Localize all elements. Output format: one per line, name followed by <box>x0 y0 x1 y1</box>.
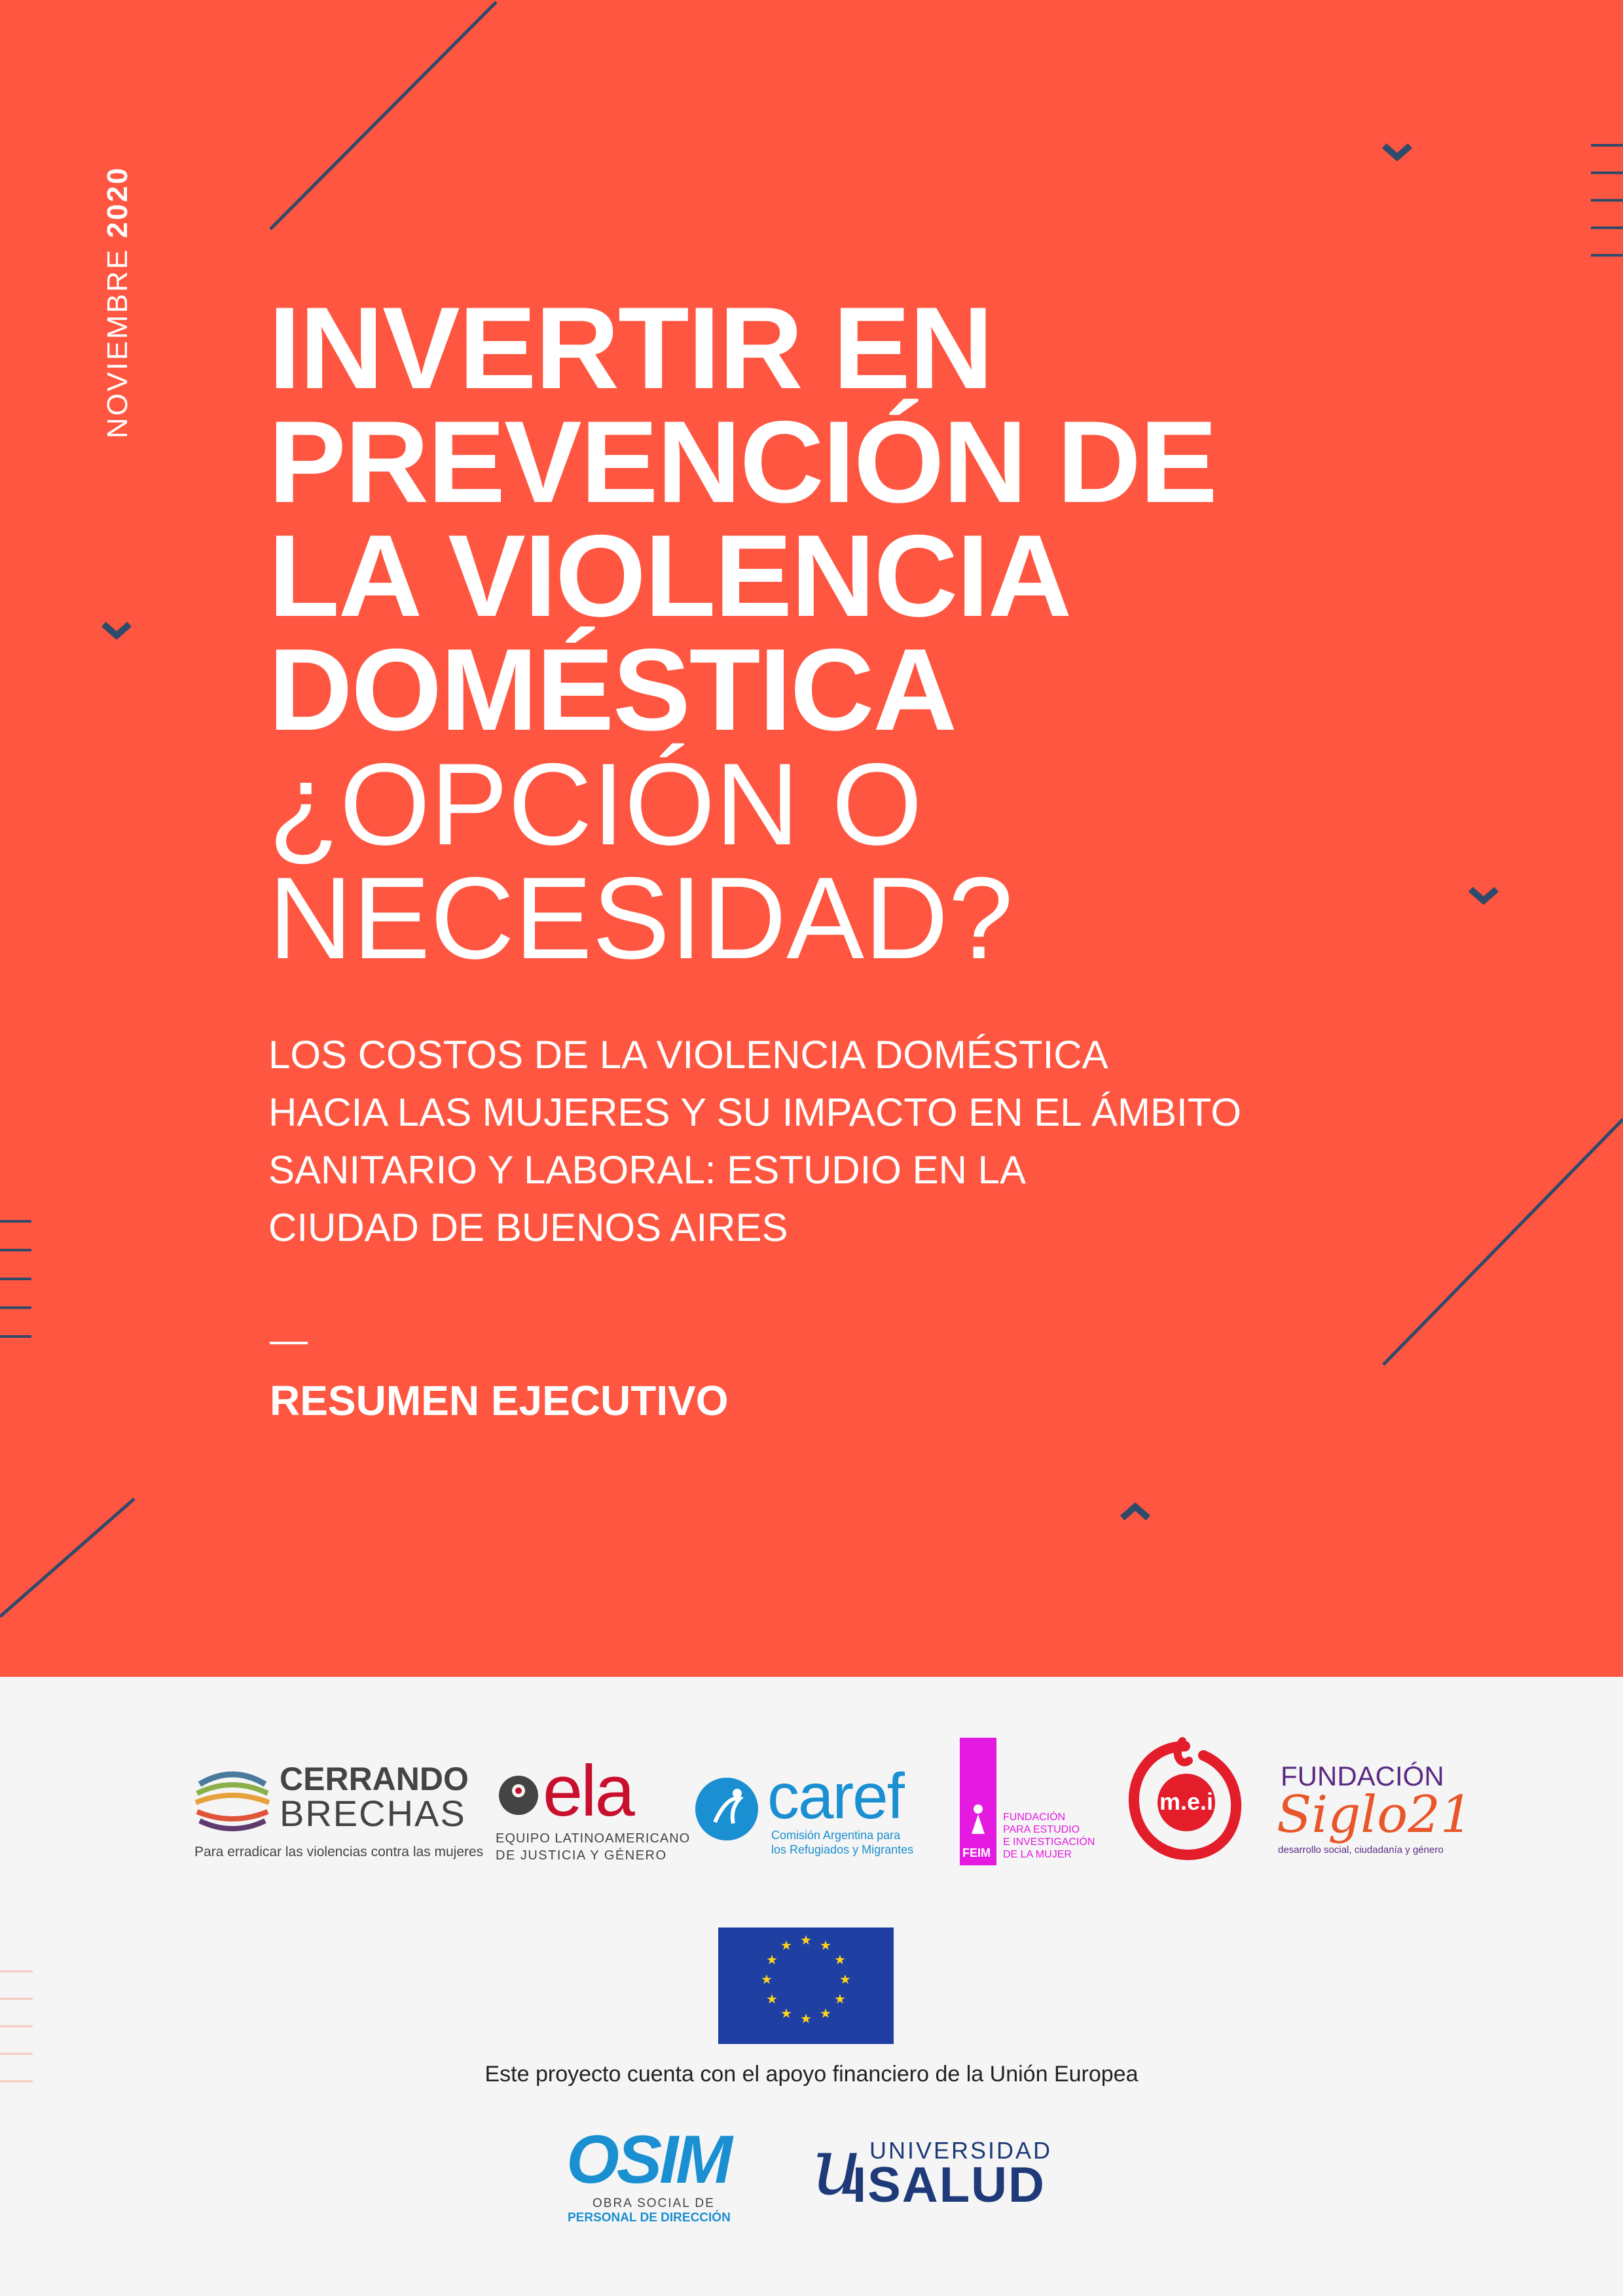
caref-logo <box>694 1760 917 1865</box>
ela-line2: DE JUSTICIA Y GÉNERO <box>496 1848 667 1863</box>
eu-funding-caption: Este proyecto cuenta con el apoyo financiero de la Unión Europea <box>484 2062 1139 2087</box>
ela-mark <box>496 1772 541 1818</box>
feim-line2: PARA ESTUDIO <box>1003 1824 1080 1835</box>
feim-logo <box>960 1738 1110 1869</box>
feim-text <box>1003 1811 1095 1861</box>
title-line: PREVENCIÓN DE <box>268 397 1216 527</box>
ela-logo <box>494 1751 691 1869</box>
ela-wordmark: ela <box>543 1751 633 1831</box>
chevron-down-icon <box>1473 891 1494 901</box>
chevron-down-icon <box>106 626 127 636</box>
svg-text:★: ★ <box>766 1953 778 1967</box>
cover-subtitle <box>268 1026 1381 1257</box>
date-month: NOVIEMBRE <box>101 247 134 439</box>
svg-text:★: ★ <box>820 1939 831 1953</box>
siglo21-line2: Siglo21 <box>1277 1785 1473 1844</box>
title-line: INVERTIR EN <box>268 283 993 413</box>
mei-logo <box>1126 1734 1244 1865</box>
cerrando-brechas-line1: CERRANDO <box>280 1761 469 1797</box>
feim-acronym: FEIM <box>962 1846 991 1859</box>
summary-label: RESUMEN EJECUTIVO <box>270 1377 729 1424</box>
question-line: NECESIDAD? <box>268 853 1013 983</box>
separator-dash <box>270 1342 308 1344</box>
svg-text:★: ★ <box>800 1933 812 1948</box>
osim-line1: OBRA SOCIAL DE <box>593 2197 715 2210</box>
isalud-line2: ISALUD <box>852 2157 1046 2213</box>
svg-text:★: ★ <box>766 1992 778 2007</box>
diagonal-line-right <box>1383 1119 1623 1365</box>
cerrando-brechas-mark <box>193 1765 272 1837</box>
svg-text:★: ★ <box>834 1992 846 2007</box>
date-year: 2020 <box>101 166 134 238</box>
svg-text:★: ★ <box>834 1953 846 1967</box>
diagonal-line-top <box>270 2 496 229</box>
osim-wordmark: OSIM <box>566 2122 730 2198</box>
osim-logo <box>566 2122 750 2227</box>
feim-line1: FUNDACIÓN <box>1003 1812 1066 1823</box>
mei-wordmark: m.e.i <box>1159 1788 1214 1815</box>
chevron-up-icon <box>1125 1507 1146 1516</box>
question-line: ¿OPCIÓN O <box>268 739 922 869</box>
subtitle-line: SANITARIO Y LABORAL: ESTUDIO EN LA <box>268 1148 1027 1192</box>
cover-question <box>268 739 1381 983</box>
svg-text:★: ★ <box>839 1973 851 1987</box>
caref-line1: Comisión Argentina para <box>771 1829 901 1842</box>
title-line: DOMÉSTICA <box>268 624 956 755</box>
siglo21-logo <box>1277 1761 1473 1869</box>
eu-flag-icon <box>718 1928 894 2044</box>
svg-text:★: ★ <box>780 1939 792 1953</box>
feim-figure-icon <box>960 1800 996 1852</box>
svg-text:★: ★ <box>780 2007 792 2021</box>
cerrando-brechas-tagline: Para erradicar las violencias contra las mujeres <box>194 1844 484 1859</box>
diagonal-line-left <box>0 1499 134 1617</box>
title-line: LA VIOLENCIA <box>268 511 1071 641</box>
cerrando-brechas-line2: BRECHAS <box>280 1793 466 1834</box>
faint-tick-marks <box>0 1677 39 2296</box>
isalud-u-mark: u <box>812 2122 863 2213</box>
subtitle-line: LOS COSTOS DE LA VIOLENCIA DOMÉSTICA <box>268 1033 1108 1077</box>
siglo21-line1: FUNDACIÓN <box>1281 1761 1444 1791</box>
subtitle-line: HACIA LAS MUJERES Y SU IMPACTO EN EL ÁMBITO <box>268 1090 1241 1134</box>
cerrando-brechas-logo <box>193 1761 484 1869</box>
feim-line4: DE LA MUJER <box>1003 1849 1072 1860</box>
siglo21-tagline: desarrollo social, ciudadanía y género <box>1278 1844 1444 1856</box>
ela-line1: EQUIPO LATINOAMERICANO <box>496 1831 691 1846</box>
isalud-logo <box>812 2122 1053 2215</box>
isalud-line1: UNIVERSIDAD <box>869 2137 1053 2164</box>
svg-text:★: ★ <box>761 1973 773 1987</box>
svg-text:★: ★ <box>800 2012 812 2026</box>
caref-line2: los Refugiados y Migrantes <box>771 1843 914 1856</box>
caref-mark <box>694 1776 759 1842</box>
publication-date <box>98 124 137 439</box>
cover-title <box>268 283 1381 755</box>
subtitle-line: CIUDAD DE BUENOS AIRES <box>268 1206 788 1249</box>
feim-line3: E INVESTIGACIÓN <box>1003 1837 1095 1848</box>
osim-line2: PERSONAL DE DIRECCIÓN <box>568 2211 731 2225</box>
caref-wordmark: caref <box>767 1760 903 1832</box>
svg-text:★: ★ <box>820 2007 831 2021</box>
chevron-down-icon <box>1387 148 1408 157</box>
